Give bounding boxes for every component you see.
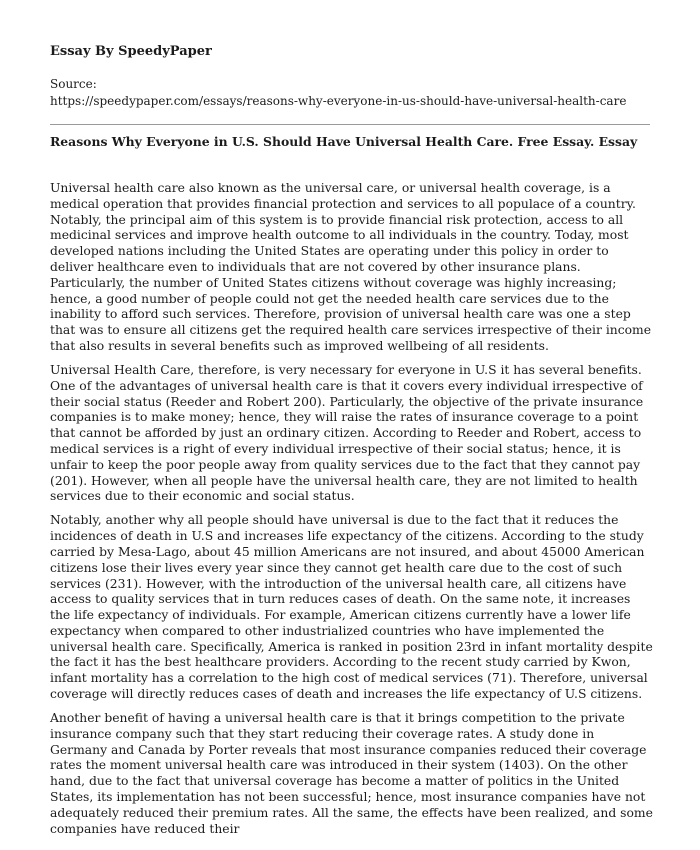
document-heading: Essay By SpeedyPaper <box>50 44 212 59</box>
source-url: https://speedypaper.com/essays/reasons-why-everyone-in-us-should-have-universal-health-care <box>50 94 627 108</box>
essay-title: Reasons Why Everyone in U.S. Should Have Universal Health Care. Free Essay. Essay <box>50 134 638 149</box>
horizontal-divider <box>50 124 650 125</box>
body-paragraph: Universal Health Care, therefore, is very necessary for everyone in U.S it has several benefits. One of the advantages of universal health care is that it covers every individual irrespective of their social status (Reeder and Robert 200). Particularly, the objective of the private insurance companies is to make money; hence, they will raise the rates of insurance coverage to a point that cannot be afforded by just an ordinary citizen. According to Reeder and Robert, access to medical services is a right of every individual irrespective of their social status; hence, it is unfair to keep the poor people away from quality services due to the fact that they cannot pay (201). However, when all people have the universal health care, they are not limited to health services due to their economic and social status. <box>50 362 644 504</box>
essay-body <box>50 181 654 846</box>
body-paragraph: Another benefit of having a universal health care is that it brings competition to the private insurance company such that they start reducing their coverage rates. A study done in Germany and Canada by Porter reveals that most insurance companies reduced their coverage rates the moment universal health care was introduced in their system (1403). On the other hand, due to the fact that universal coverage has become a matter of politics in the United States, its implementation has not been successful; hence, most insurance companies have not adequately reduced their premium rates. All the same, the effects have been realized, and some companies have reduced their <box>50 711 653 836</box>
body-paragraph: Notably, another why all people should have universal is due to the fact that it reduces the incidences of death in U.S and increases life expectancy of the citizens. According to the study carried by Mesa-Lago, about 45 million Americans are not insured, and about 45000 American citizens lose their lives every year since they cannot get health care due to the cost of such services (231). However, with the introduction of the universal health care, all citizens have access to quality services that in turn reduces cases of death. On the same note, it increases the life expectancy of individuals. For example, American citizens currently have a lower life expectancy when compared to other industrialized countries who have implemented the universal health care. Specifically, America is ranked in position 23rd in infant mortality despite the fact it has the best healthcare providers. According to the recent study carried by Kwon, infant mortality has a correlation to the high cost of medical services (71). Therefore, universal coverage will directly reduces cases of death and increases the life expectancy of U.S citizens. <box>50 513 653 702</box>
source-block <box>50 76 660 110</box>
source-label: Source: <box>50 77 97 91</box>
body-paragraph: Universal health care also known as the universal care, or universal health coverage, is a medical operation that provides financial protection and services to all populace of a country. Notably, the principal aim of this system is to provide financial risk protection, access to all medicinal services and improve health outcome to all individuals in the country. Today, most developed nations including the United States are operating under this policy in order to deliver healthcare even to individuals that are not covered by other insurance plans. Particularly, the number of United States citizens without coverage was highly increasing; hence, a good number of people could not get the needed health care services due to the inability to afford such services. Therefore, provision of universal health care was one a step that was to ensure all citizens get the required health care services irrespective of their income that also results in several benefits such as improved wellbeing of all residents. <box>50 181 652 353</box>
